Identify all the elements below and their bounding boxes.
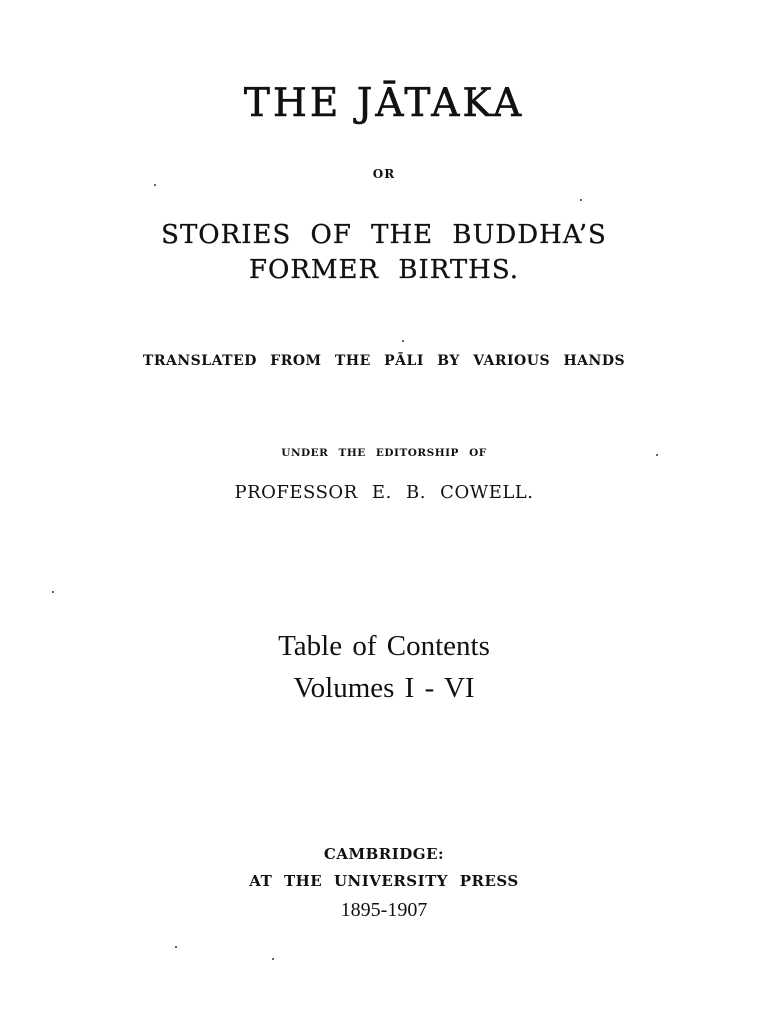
editorship-note: UNDER THE EDITORSHIP OF	[281, 447, 487, 459]
scan-speck-5	[52, 591, 54, 593]
scan-speck-4	[656, 454, 658, 456]
contents-heading: Table of Contents	[278, 630, 490, 662]
subtitle-line-2: FORMER BIRTHS.	[248, 255, 520, 285]
subtitle-line-1: STORIES OF THE BUDDHA’S	[161, 220, 607, 250]
editor-name: PROFESSOR E. B. COWELL.	[234, 482, 534, 503]
scan-speck-2	[580, 199, 582, 201]
publication-years: 1895-1907	[340, 899, 428, 921]
volumes-range: Volumes I - VI	[293, 672, 475, 704]
scan-speck-6	[175, 946, 177, 948]
scan-speck-7	[272, 958, 274, 960]
translation-note: TRANSLATED FROM THE PĀLI BY VARIOUS HANDS	[142, 353, 626, 369]
scan-speck-1	[154, 184, 156, 186]
publisher-city: CAMBRIDGE:	[323, 845, 445, 863]
scan-speck-3	[402, 340, 404, 342]
title-conjunction: OR	[372, 167, 396, 181]
publisher-name: AT THE UNIVERSITY PRESS	[249, 872, 519, 890]
book-title: THE JĀTAKA	[243, 81, 525, 126]
